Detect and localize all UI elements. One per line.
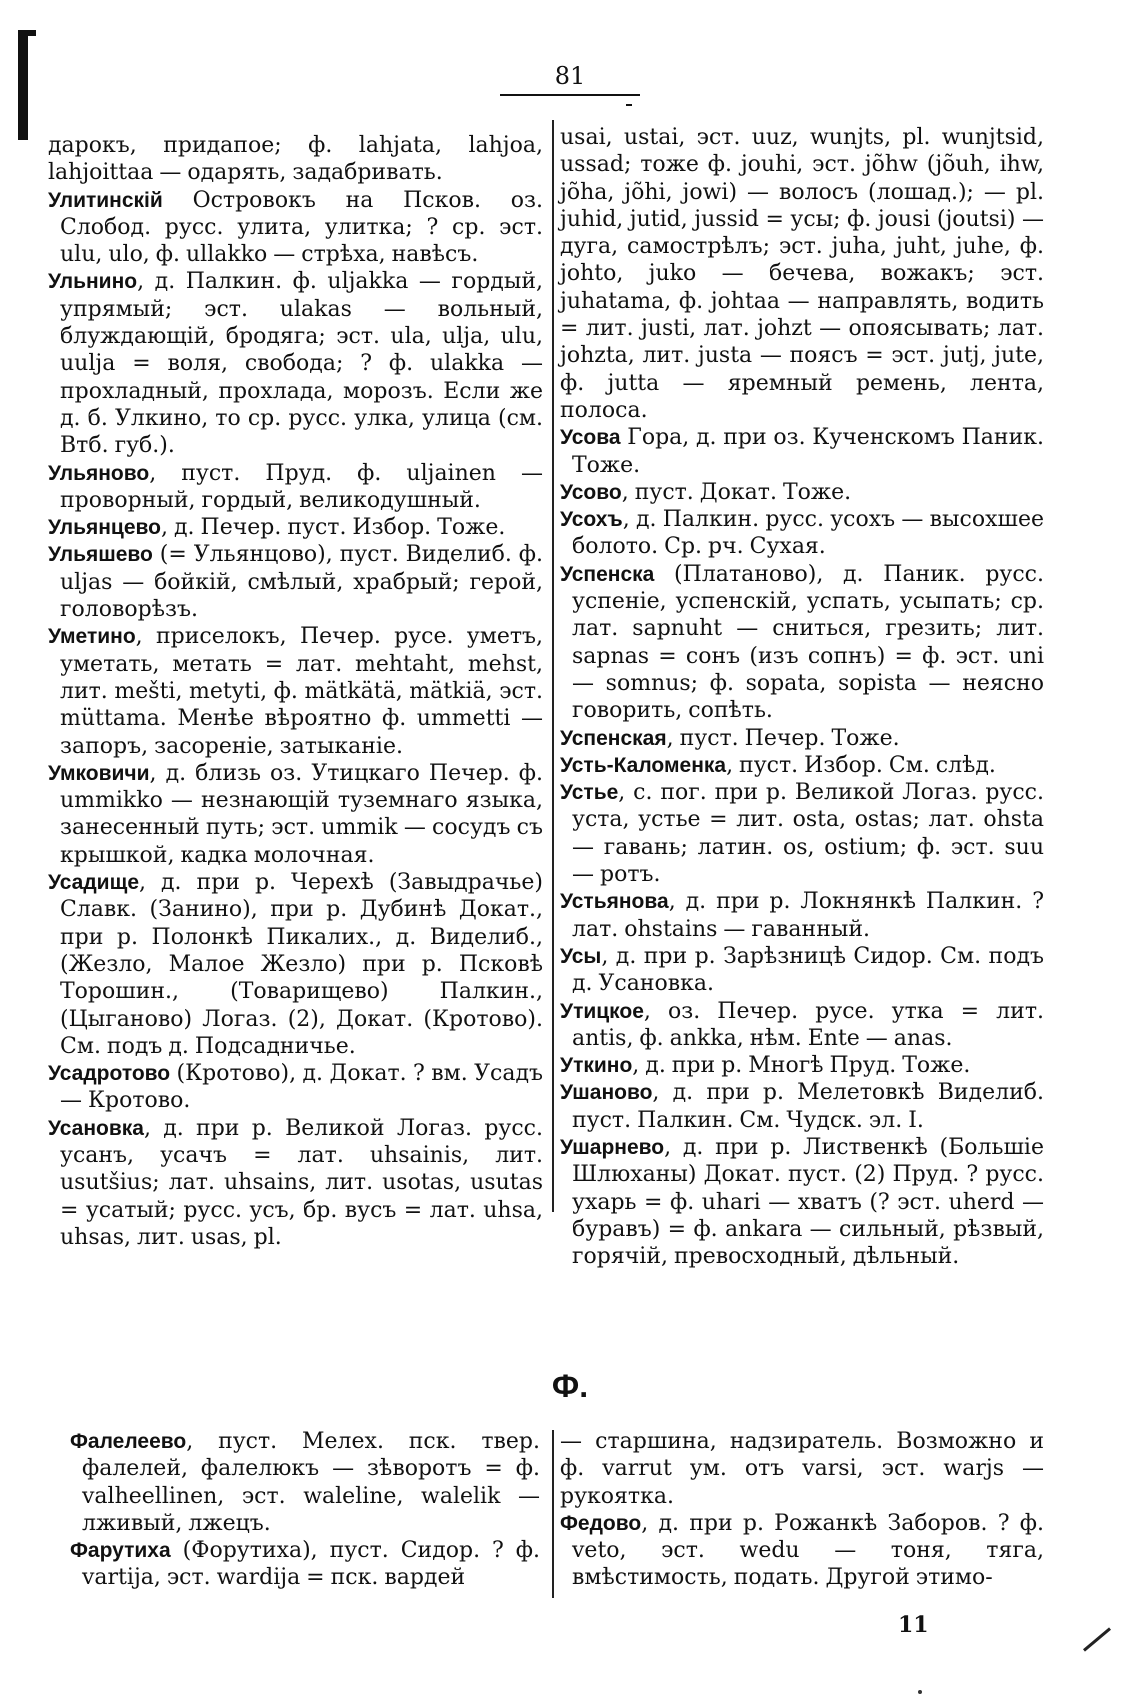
entry-headword: Усова — [560, 426, 621, 450]
entry-text: , д. при р. Мелетовкѣ Виделиб. пуст. Палкин. См. Чудск. эл. I. — [572, 1080, 1044, 1133]
dictionary-entry — [70, 1428, 540, 1537]
entry-headword: Устье — [560, 781, 619, 805]
entry-headword: Усы — [560, 944, 602, 968]
entry-headword: Ушарнево — [560, 1135, 665, 1159]
column-right-top — [560, 124, 1044, 1270]
column-right-bottom — [560, 1428, 1044, 1592]
entry-headword: Умковичи — [48, 761, 150, 785]
dictionary-entry — [48, 460, 543, 515]
dictionary-entry — [48, 760, 543, 869]
column-divider-top — [552, 120, 554, 1212]
dictionary-entry — [560, 561, 1044, 725]
entry-text: , д. Печер. пуст. Избор. Тоже. — [160, 515, 506, 541]
entry-headword: Усадротово — [48, 1062, 171, 1086]
dictionary-entry — [560, 424, 1044, 479]
entry-headword: Уткино — [560, 1054, 633, 1078]
dictionary-entry — [48, 268, 543, 459]
dictionary-entry — [48, 514, 543, 541]
entry-text: , д. при р. Лиственкѣ (Большіе Шлюханы) Докат. пуст. (2) Пруд. ? русс. ухарь = ф. uhari — хватъ (? эст. uherd — буравъ) = ф. ankara — сильный, рѣзвый, горячій, превосходный, дѣльный. — [572, 1134, 1044, 1270]
entry-text: , д. при р. Великой Логаз. русс. усанъ, усачъ = лат. uhsainis, лит. usutšius; лат. uhsains, лит. usotas, usutas = усатый; русс. усъ, бр. вусъ = лат. uhsa, uhsas, лит. usas, pl. — [60, 1115, 543, 1250]
entry-text: , пуст. Избор. См. слѣд. — [726, 752, 996, 778]
dictionary-entry — [48, 869, 543, 1060]
column-divider-bottom — [552, 1430, 554, 1598]
entry-headword: Фарутиха — [70, 1539, 171, 1563]
entry-text: , д. при р. Многѣ Пруд. Тоже. — [632, 1053, 971, 1079]
dictionary-entry — [48, 187, 543, 269]
entry-text: , с. пог. при р. Великой Логаз. русс. уста, устье = лит. osta, ostas; лат. ohsta — гавань; латин. os, ostium; ф. эст. suu — ротъ. — [572, 780, 1044, 888]
entry-text: Гора, д. при оз. Кученскомъ Паник. Тоже. — [572, 425, 1044, 478]
entry-headword: Ульяново — [48, 461, 150, 485]
dictionary-entry — [560, 506, 1044, 561]
entry-text: , д. Палкин. русс. усохъ — высохшее болото. Ср. рч. Сухая. — [572, 507, 1044, 560]
entry-text: , пуст. Печер. Тоже. — [666, 725, 900, 751]
dictionary-entry — [560, 725, 1044, 752]
entry-text: usai, ustai, эст. uuz, wunjts, pl. wunjtsid, ussad; тоже ф. jouhi, эст. jõhw (jõuh, ihw, jõha, jõhi, jowi) — волосъ (лошад.); — pl. juhid, jutid, jussid = усы; ф. jousi (joutsi) — дуга, самострѣлъ; эст. juha, juht, juhe, ф. johto, juko — бечева, вожакъ; эст. juhatama, ф. johtaa — направлять, водить = лит. justi, лат. johzt — опоясывать; лат. johzta, лит. justa — поясъ = эст. jutj, jute, ф. jutta — яремный ремень, лента, полоса. — [560, 125, 1044, 423]
entry-headword: Усово — [560, 480, 622, 504]
entry-headword: Уметино — [48, 625, 136, 649]
entry-text: , д. при р. Зарѣзницѣ Сидор. См. подъ д. Усановка. — [572, 943, 1044, 997]
ink-dot — [918, 1690, 922, 1694]
dictionary-entry — [48, 541, 543, 623]
section-letter-heading: Ф. — [551, 1368, 589, 1404]
entry-text: (= Ульянцово), пуст. Виделиб. ф. uljas — бойкій, смѣлый, храбрый; герой, головорѣзъ. — [60, 542, 543, 623]
signature-mark: 11 — [898, 1612, 929, 1638]
dictionary-entry — [560, 998, 1044, 1053]
entry-headword: Успенска — [560, 562, 655, 586]
entry-text: — старшина, надзиратель. Возможно и ф. varrut ум. отъ varsi, эст. warjs — рукоятка. — [560, 1429, 1044, 1509]
entry-headword: Ушаново — [560, 1081, 653, 1105]
entry-text: , д. близь оз. Утицкаго Печер. ф. ummikko — незнающій туземнаго языка, занесенный путь; эст. ummik — сосудъ съ крышкой, кадка молочная. — [60, 760, 543, 868]
entry-text: Островокъ на Псков. оз. Слобод. русс. улита, улитка; ? ср. эст. ulu, ulo, ф. ullakko — стрѣха, навѣсъ. — [60, 187, 543, 268]
margin-bracket-mark — [18, 30, 28, 140]
entry-text: , д. Палкин. ф. uljakka — гордый, упрямый; эст. ulakas — вольный, блуждающій, бродяга; эст. ula, ulja, ulu, uulja = воля, свобода; ? ф. ulakka — прохладный, прохлада, морозъ. Если же д. б. Улкино, то ср. русс. улка, улица (см. Втб. губ.). — [60, 269, 543, 459]
entry-text: , пуст. Пруд. ф. uljainen — проворный, гордый, великодушный. — [60, 460, 543, 513]
dictionary-entry — [560, 888, 1044, 943]
pen-stroke — [1083, 1627, 1111, 1651]
entry-text: дарокъ, придапое; ф. lahjata, lahjoa, lahjoittaa — одарять, задабривать. — [48, 133, 543, 186]
entry-text: , приселокъ, Печер. русе. уметъ, уметать, метать = лат. mehtaht, mehst, лит. mešti, metyti, ф. mätkätä, mätkiä, эст. müttama. Менѣе вѣроятно ф. ummetti — запоръ, засореніе, затыканіе. — [60, 624, 543, 759]
column-left-top — [48, 132, 543, 1251]
entry-headword: Успенская — [560, 726, 667, 750]
entry-headword: Улитинскій — [48, 188, 163, 212]
entry-text: , д. при р. Рожанкѣ Заборов. ? ф. veto, эст. wedu — тоня, тяга, вмѣстимость, подать. Другой этимо- — [572, 1510, 1044, 1591]
entry-headword: Ульнино — [48, 270, 138, 294]
entry-headword: Устьянова — [560, 890, 669, 914]
dictionary-entry — [48, 623, 543, 759]
dictionary-entry — [560, 479, 1044, 506]
dictionary-entry — [560, 779, 1044, 888]
entry-headword: Усадище — [48, 871, 139, 895]
dictionary-entry — [560, 1428, 1044, 1510]
entry-text: , пуст. Мелех. пск. твер. фалелей, фалелюкъ — зѣворотъ = ф. valheellinen, эст. waleline, walelik — лживый, лжецъ. — [82, 1429, 540, 1536]
dictionary-entry — [70, 1537, 540, 1592]
dictionary-entry — [560, 124, 1044, 424]
header-dash — [626, 104, 632, 106]
entry-headword: Фалелеево — [70, 1430, 187, 1453]
dictionary-entry — [560, 1134, 1044, 1270]
entry-text: (Платаново), д. Паник. русс. успеніе, успенскій, успать, усыпать; ср. лат. sapnuht — сниться, грезить; лит. sapnas = сонъ (изъ сопнъ) = ф. эст. uni — somnus; ф. sopata, sopista — неясно говорить, сопѣть. — [572, 561, 1044, 724]
dictionary-entry — [48, 132, 543, 187]
entry-headword: Усть-Каломенка — [560, 753, 727, 777]
entry-headword: Ульяшево — [48, 543, 153, 567]
entry-headword: Утицкое — [560, 999, 644, 1023]
dictionary-entry — [48, 1060, 543, 1115]
entry-headword: Усановка — [48, 1116, 144, 1140]
entry-headword: Усохъ — [560, 508, 623, 532]
entry-text: , оз. Печер. русе. утка = лит. antis, ф. ankka, нѣм. Ente — anas. — [572, 998, 1044, 1051]
dictionary-entry — [48, 1115, 543, 1251]
entry-text: , д. при р. Локнянкѣ Палкин. ? лат. ohstains — гаванный. — [572, 889, 1044, 942]
dictionary-entry — [560, 1079, 1044, 1134]
entry-text: , пуст. Докат. Тоже. — [621, 479, 852, 505]
dictionary-entry — [560, 752, 1044, 779]
entry-headword: Федово — [560, 1511, 642, 1535]
entry-text: (Форутиха), пуст. Сидор. ? ф. vartija, эст. wardija = пск. вардей — [82, 1538, 540, 1591]
entry-text: , д. при р. Черехѣ (Завыдрачье) Славк. (Занино), при р. Дубинѣ Докат., при р. Полонкѣ Пикалих., д. Виделиб., (Жезло, Малое Жезло) при р. Псковѣ Торошин., (Товарищево) Палкин., (Цыганово) Логаз. (2), Докат. (Кротово). См. подъ д. Подсадничье. — [60, 870, 543, 1059]
dictionary-entry — [560, 943, 1044, 998]
dictionary-entry — [560, 1510, 1044, 1592]
entry-text: (Кротово), д. Докат. ? вм. Усадъ — Кротово. — [60, 1061, 543, 1114]
entry-headword: Ульянцево — [48, 516, 161, 540]
column-left-bottom — [70, 1428, 540, 1592]
dictionary-entry — [560, 1052, 1044, 1079]
page-number: 81 — [500, 62, 640, 96]
